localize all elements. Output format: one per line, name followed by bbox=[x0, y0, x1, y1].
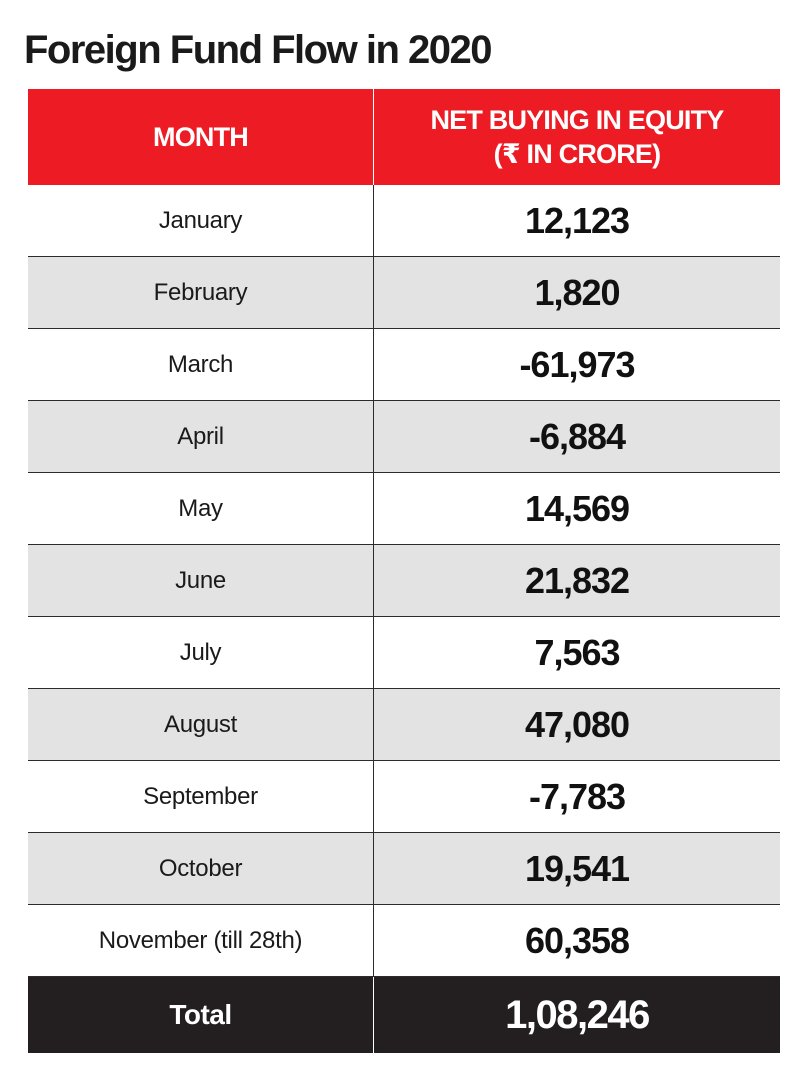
value-column-header bbox=[374, 89, 780, 185]
row-march-month: March bbox=[28, 329, 374, 401]
row-september-value: -7,783 bbox=[374, 761, 780, 833]
row-july-value: 7,563 bbox=[374, 617, 780, 689]
value-header-line2: (₹ IN CRORE) bbox=[493, 139, 661, 169]
row-april-month: April bbox=[28, 401, 374, 473]
row-november-value: 60,358 bbox=[374, 905, 780, 977]
row-march-value: -61,973 bbox=[374, 329, 780, 401]
row-november-month: November (till 28th) bbox=[28, 905, 374, 977]
total-label: Total bbox=[28, 977, 374, 1053]
chart-title: Foreign Fund Flow in 2020 bbox=[24, 28, 491, 72]
month-column-header bbox=[28, 89, 374, 185]
row-august-month: August bbox=[28, 689, 374, 761]
row-january-value: 12,123 bbox=[374, 185, 780, 257]
row-may-month: May bbox=[28, 473, 374, 545]
row-june-value: 21,832 bbox=[374, 545, 780, 617]
fund-flow-table bbox=[28, 89, 780, 1053]
row-october-month: October bbox=[28, 833, 374, 905]
row-april-value: -6,884 bbox=[374, 401, 780, 473]
row-february-value: 1,820 bbox=[374, 257, 780, 329]
row-june-month: June bbox=[28, 545, 374, 617]
value-header-line1: NET BUYING IN EQUITY bbox=[430, 105, 724, 135]
row-october-value: 19,541 bbox=[374, 833, 780, 905]
row-may-value: 14,569 bbox=[374, 473, 780, 545]
row-july-month: July bbox=[28, 617, 374, 689]
row-january-month: January bbox=[28, 185, 374, 257]
month-header-label: MONTH bbox=[153, 122, 248, 152]
row-september-month: September bbox=[28, 761, 374, 833]
total-value: 1,08,246 bbox=[374, 977, 780, 1053]
row-february-month: February bbox=[28, 257, 374, 329]
row-august-value: 47,080 bbox=[374, 689, 780, 761]
